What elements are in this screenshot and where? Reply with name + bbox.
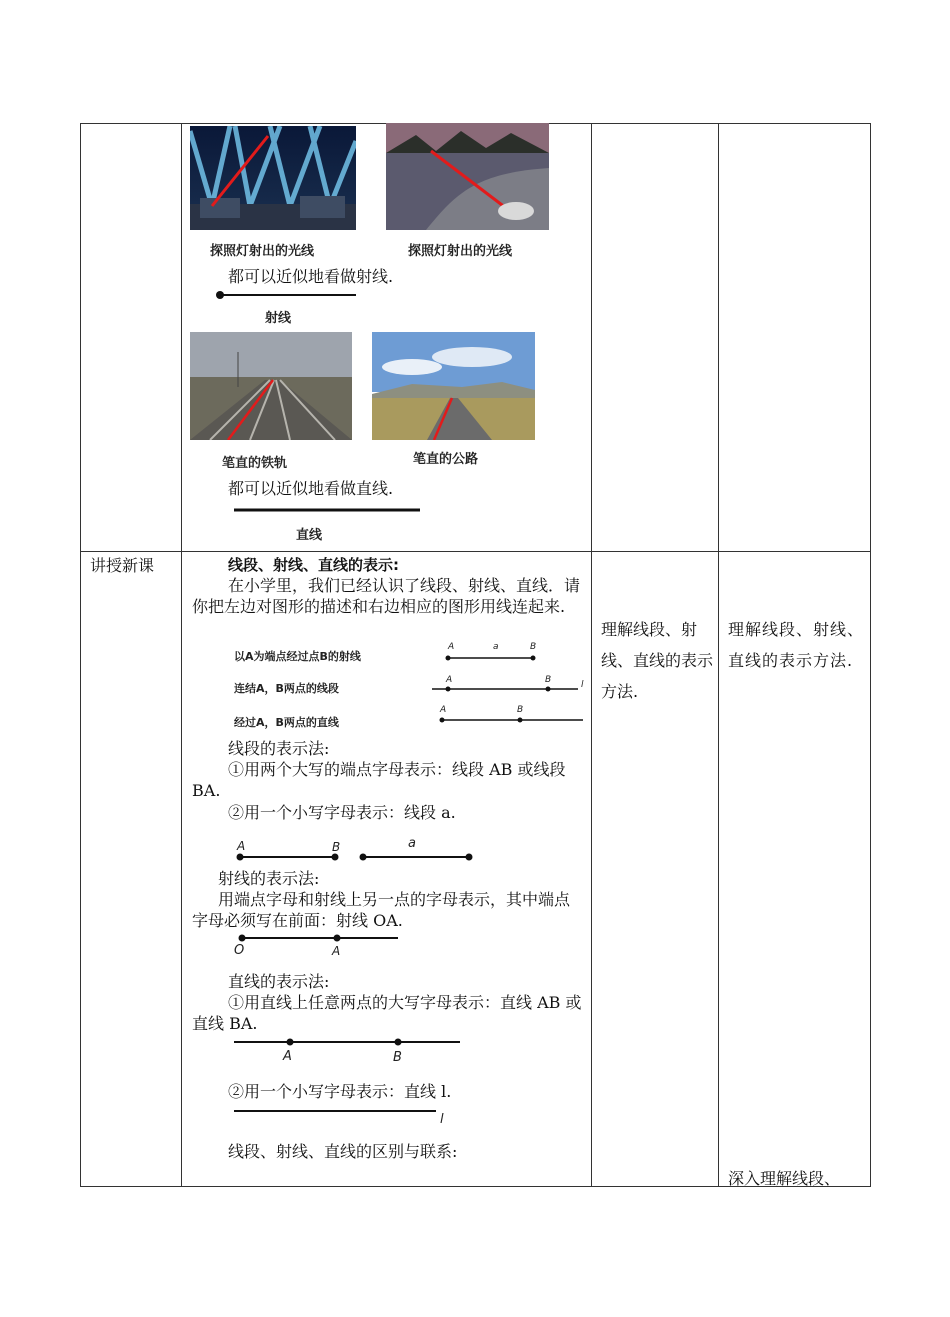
segment-a [360, 854, 473, 861]
ray-OA-figure [236, 931, 401, 945]
line-label-B: B [393, 1050, 402, 1065]
segment-figure [234, 850, 479, 864]
match-item-ray: 以A为端点经过点B的射线 [234, 650, 361, 663]
line-sentence: 都可以近似地看做直线. [228, 479, 394, 498]
match-label-l: l [581, 680, 584, 690]
line-rule-1: ①用直线上任意两点的大写字母表示：直线 AB 或直线 BA. [192, 993, 582, 1033]
ray-sentence: 都可以近似地看做射线. [228, 267, 394, 286]
line-point-A [287, 1039, 294, 1046]
line-figure [234, 507, 422, 513]
design-intent-bottom: 深入理解线段、 [728, 1169, 841, 1188]
line-l-figure [234, 1108, 439, 1114]
line-label-l: l [440, 1112, 444, 1127]
match-item-segment: 连结A，B两点的线段 [234, 682, 339, 695]
segment-label-A: A [237, 839, 246, 853]
highway-photo [372, 332, 535, 440]
match-label-a: a [493, 642, 499, 652]
section-heading: 线段、射线、直线的表示: [228, 556, 399, 574]
ray-label: 射线 [265, 311, 292, 326]
ray-point-O [239, 935, 246, 942]
match-label-B-2: B [545, 675, 552, 685]
segment-AB [237, 854, 339, 861]
ray-figure [214, 289, 359, 301]
caption-railway: 笔直的铁轨 [222, 456, 288, 471]
segment-label-a: a [408, 836, 416, 851]
match-figure-ray [440, 718, 584, 723]
match-figure-line-l [432, 687, 578, 692]
ray-label-A: A [332, 944, 341, 958]
design-intent: 理解线段、射线、直线的表示方法. [728, 620, 865, 670]
caption-searchlight-2: 探照灯射出的光线 [408, 244, 513, 259]
match-label-B-1: B [530, 642, 537, 652]
line-AB-figure [234, 1035, 464, 1049]
searchlight-photo-1 [190, 126, 356, 230]
col-border-2 [591, 123, 592, 1187]
match-label-B-3: B [517, 705, 524, 715]
match-label-A-1: A [448, 642, 455, 652]
student-activity: 理解线段、射线、直线的表示方法. [601, 620, 714, 701]
ray-rule: 用端点字母和射线上另一点的字母表示，其中端点字母必须写在前面：射线 OA. [192, 890, 571, 930]
stage-label: 讲授新课 [90, 556, 155, 575]
col-border-4 [870, 123, 871, 1187]
ray-title: 射线的表示法: [218, 869, 320, 888]
col-border-3 [718, 123, 719, 1187]
caption-searchlight-1: 探照灯射出的光线 [210, 244, 315, 259]
match-item-line: 经过A，B两点的直线 [234, 716, 339, 729]
line-rule-2: ②用一个小写字母表示：直线 l. [228, 1082, 452, 1101]
line-label: 直线 [296, 528, 323, 543]
col-border-1 [181, 123, 182, 1187]
match-figures [428, 640, 588, 730]
segment-label-B: B [332, 840, 341, 854]
intro-text: 在小学里，我们已经认识了线段、射线、直线．请你把左边对图形的描述和右边相应的图形用线连起来. [192, 576, 581, 616]
caption-highway: 笔直的公路 [413, 452, 479, 467]
match-label-A-2: A [446, 675, 453, 685]
row-divider [80, 551, 871, 552]
line-point-B [395, 1039, 402, 1046]
laser-pointer-photo [386, 123, 549, 230]
col-border-0 [80, 123, 81, 1187]
line-label-A: A [283, 1049, 292, 1064]
segment-rule-2: ②用一个小写字母表示：线段 a. [228, 803, 456, 822]
match-label-A-3: A [440, 705, 447, 715]
match-figure-segment [446, 656, 536, 661]
relation-heading: 线段、射线、直线的区别与联系: [228, 1142, 458, 1161]
ray-label-O: O [234, 943, 245, 958]
line-title: 直线的表示法: [228, 972, 330, 991]
railway-photo [190, 332, 352, 440]
segment-title: 线段的表示法: [228, 739, 330, 758]
ray-point-A [334, 935, 341, 942]
segment-rule-1: ①用两个大写的端点字母表示：线段 AB 或线段 BA. [192, 760, 566, 800]
